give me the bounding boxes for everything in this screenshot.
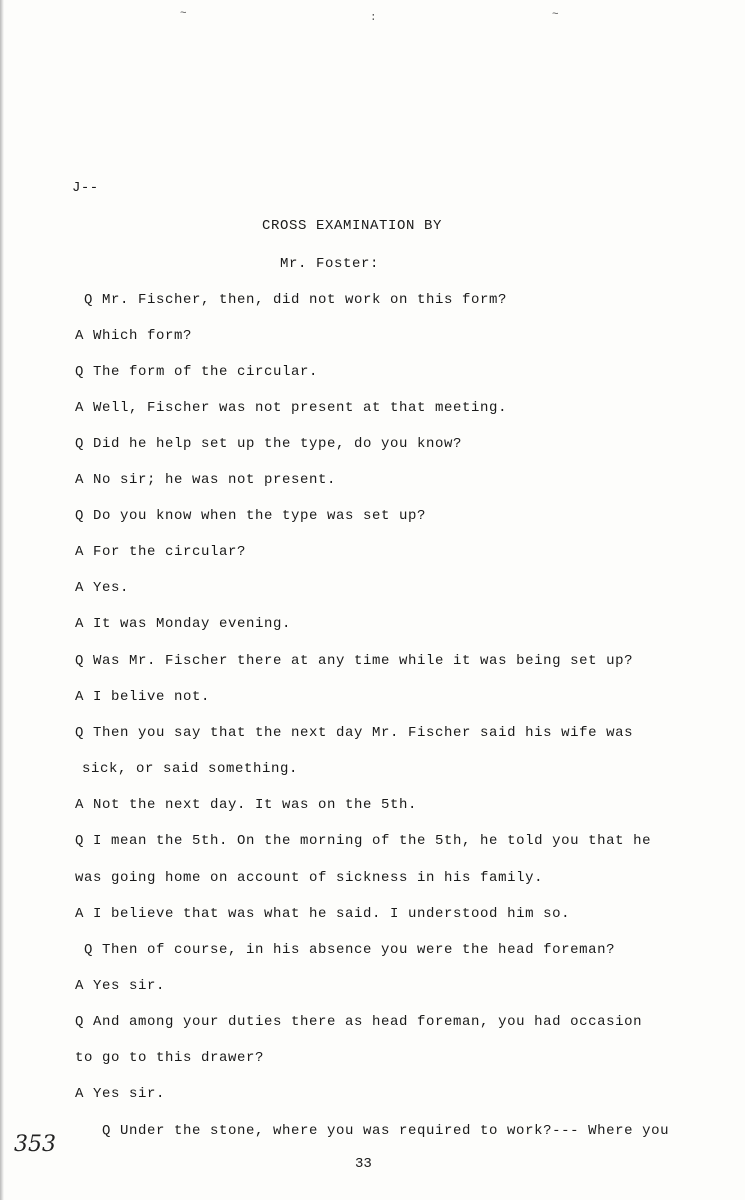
transcript-line: Q And among your duties there as head foreman, you had occasion bbox=[75, 1014, 643, 1030]
transcript-line: Q The form of the circular. bbox=[75, 364, 319, 380]
examiner-name: Mr. Foster: bbox=[280, 256, 380, 272]
scan-speck: ~ bbox=[552, 9, 559, 21]
transcript-line: A Yes sir. bbox=[75, 1086, 166, 1102]
transcript-line: A No sir; he was not present. bbox=[75, 472, 337, 488]
transcript-line: A Yes. bbox=[75, 580, 130, 596]
transcript-line: Q Do you know when the type was set up? bbox=[75, 508, 427, 524]
transcript-line: sick, or said something. bbox=[82, 761, 299, 777]
transcript-line: was going home on account of sickness in his family. bbox=[75, 870, 544, 886]
transcript-line: Q Then of course, in his absence you were the head foreman? bbox=[84, 942, 616, 958]
scan-speck: : bbox=[370, 12, 377, 24]
transcript-line: A Which form? bbox=[75, 328, 193, 344]
transcript-line: A It was Monday evening. bbox=[75, 616, 292, 632]
header-mark: J-- bbox=[72, 180, 99, 196]
transcript-line: A Well, Fischer was not present at that meeting. bbox=[75, 400, 508, 416]
transcript-line: A I believe that was what he said. I understood him so. bbox=[75, 906, 571, 922]
transcript-line: A Yes sir. bbox=[75, 978, 166, 994]
scan-speck: ~ bbox=[180, 8, 187, 20]
transcript-line: Q Did he help set up the type, do you know? bbox=[75, 436, 463, 452]
transcript-line: Q Then you say that the next day Mr. Fischer said his wife was bbox=[75, 725, 634, 741]
section-heading: CROSS EXAMINATION BY bbox=[262, 218, 443, 234]
transcript-line: Q Was Mr. Fischer there at any time while it was being set up? bbox=[75, 653, 634, 669]
transcript-line: A I belive not. bbox=[75, 689, 211, 705]
transcript-line: Q I mean the 5th. On the morning of the 5th, he told you that he bbox=[75, 833, 652, 849]
page-edge-shadow bbox=[0, 0, 4, 1200]
transcript-line: Q Mr. Fischer, then, did not work on this form? bbox=[84, 292, 508, 308]
page-number: 33 bbox=[355, 1156, 372, 1172]
transcript-line: A For the circular? bbox=[75, 544, 247, 560]
transcript-line: A Not the next day. It was on the 5th. bbox=[75, 797, 418, 813]
handwritten-margin-number: 353 bbox=[14, 1132, 56, 1157]
transcript-line: to go to this drawer? bbox=[75, 1050, 265, 1066]
transcript-line: Q Under the stone, where you was required to work?--- Where you bbox=[102, 1123, 670, 1139]
